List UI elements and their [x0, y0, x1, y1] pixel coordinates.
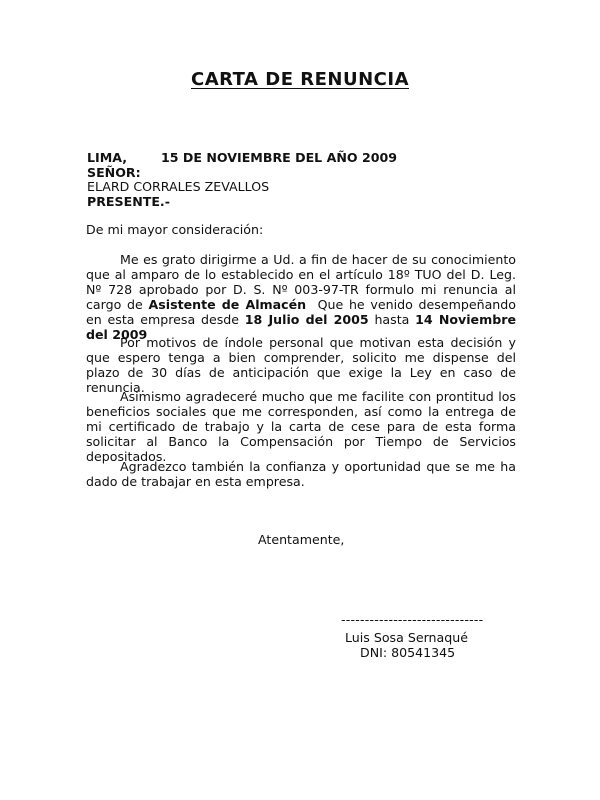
city: LIMA, [87, 150, 128, 165]
recipient-name: ELARD CORRALES ZEVALLOS [87, 179, 270, 194]
paragraph-1 [86, 252, 516, 342]
greeting: De mi mayor consideración: [86, 222, 264, 237]
p4-text: Agradezco también la confianza y oportunidad que se me ha dado de trabajar en esta empresa. [86, 459, 516, 489]
letter-title-text: CARTA DE RENUNCIA [190, 69, 409, 90]
paragraph-4 [86, 459, 516, 489]
signer-dni: DNI: 80541345 [360, 645, 456, 660]
paragraph-2 [86, 335, 516, 395]
p3-text: Asimismo agradeceré mucho que me facilite con prontitud los beneficios sociales que me corresponden, así como la entrega de mi certificado de trabajo y la carta de cese para de esta forma solicitar al Banco la Compensación por Tiempo de Servicios depositados. [86, 389, 516, 464]
p1-start-date: 18 Julio del 2005 [244, 312, 369, 327]
signer-name: Luis Sosa Sernaqué [345, 630, 468, 645]
paragraph-3 [86, 389, 516, 464]
p1-position: Asistente de Almacén [148, 297, 307, 312]
recipient-salutation: SEÑOR: [87, 164, 141, 180]
date-line [87, 150, 397, 165]
p1-end-date: 14 Noviembre del 2009 [86, 312, 516, 342]
p1-text: Me es grato dirigirme a Ud. a fin de hacer de su conocimiento que al amparo de lo establecido en el artículo 18º TUO del D. Leg. Nº 728 aprobado por D. S. Nº 003-97-TR formulo mi renuncia al cargo de [86, 252, 516, 312]
date: 15 DE NOVIEMBRE DEL AÑO 2009 [161, 150, 398, 165]
p1-until: hasta [374, 312, 410, 327]
letter-header [87, 150, 397, 208]
presente-label: PRESENTE.- [87, 193, 170, 209]
closing: Atentamente, [258, 532, 345, 547]
letter-title [0, 69, 600, 90]
p2-text: Por motivos de índole personal que motivan esta decisión y que espero tenga a bien comprender, solicito me dispense del plazo de 30 días de anticipación que exige la Ley en caso de renuncia. [86, 335, 516, 395]
signature-line: ------------------------------ [341, 612, 484, 627]
p1-mid: Que he venido desempeñando en esta empresa desde [86, 297, 516, 327]
